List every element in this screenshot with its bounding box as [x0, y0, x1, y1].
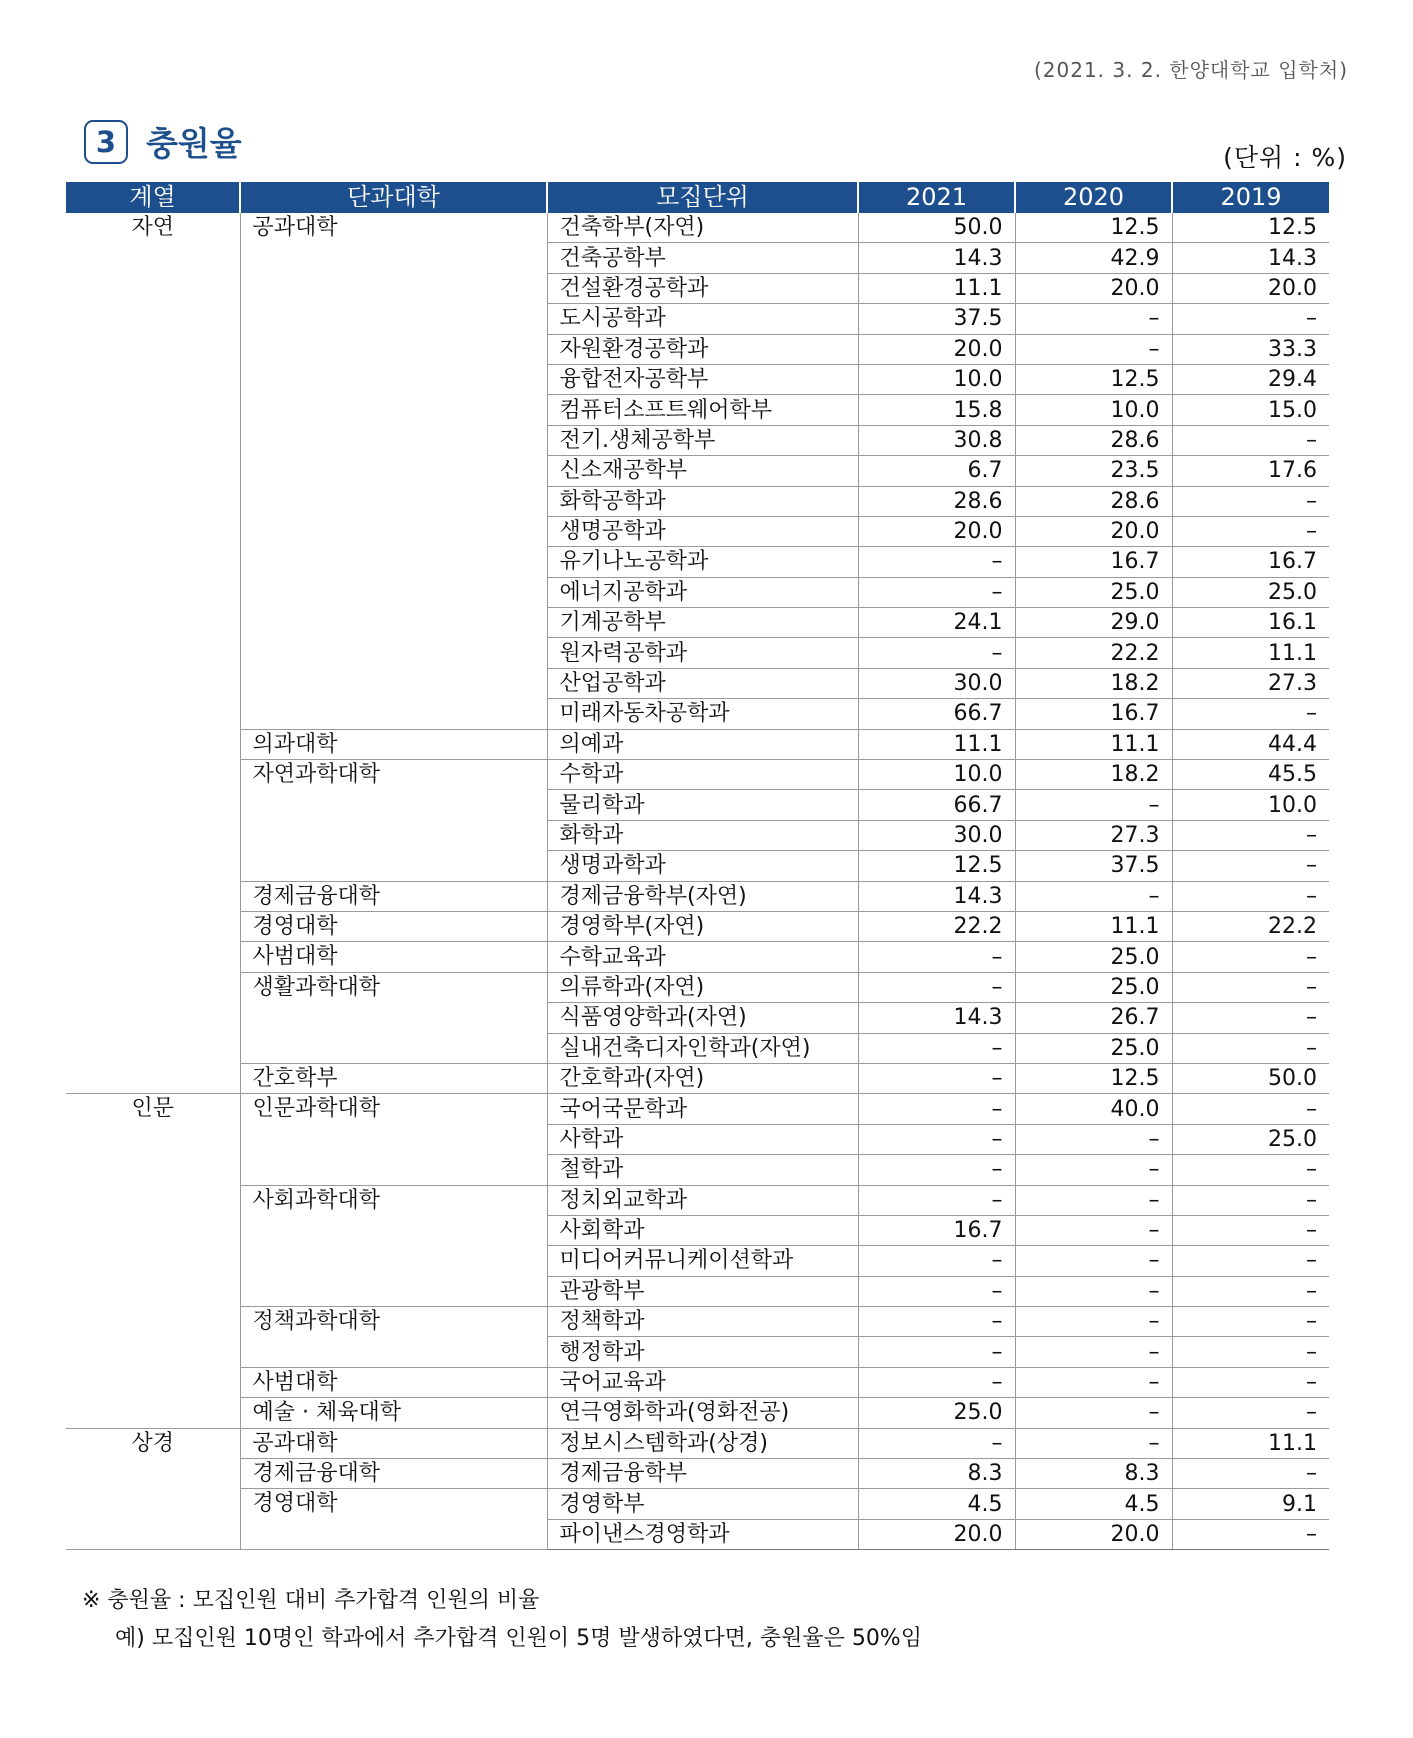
rate-2020-cell: – — [1015, 334, 1172, 364]
college-cell: 인문과학대학 — [240, 1094, 547, 1185]
table-body — [66, 213, 1329, 1550]
department-cell: 건설환경공학과 — [547, 273, 858, 303]
department-cell: 국어국문학과 — [547, 1094, 858, 1124]
department-cell: 정치외교학과 — [547, 1185, 858, 1215]
rate-2019-cell: – — [1172, 1459, 1329, 1489]
department-cell: 수학과 — [547, 760, 858, 790]
department-cell: 경영학부(자연) — [547, 911, 858, 941]
rate-2021-cell: 4.5 — [858, 1489, 1015, 1519]
rate-2020-cell: 11.1 — [1015, 911, 1172, 941]
department-cell: 컴퓨터소프트웨어학부 — [547, 395, 858, 425]
section-title: 충원율 — [146, 124, 242, 163]
rate-2020-cell: 8.3 — [1015, 1459, 1172, 1489]
department-cell: 경제금융학부(자연) — [547, 881, 858, 911]
department-cell: 물리학과 — [547, 790, 858, 820]
rate-2020-cell: 23.5 — [1015, 456, 1172, 486]
table-row — [66, 1307, 1329, 1337]
rate-2020-cell: – — [1015, 1367, 1172, 1397]
rate-2019-cell: 14.3 — [1172, 243, 1329, 273]
rate-2020-cell: – — [1015, 1124, 1172, 1154]
rate-2019-cell: – — [1172, 1519, 1329, 1549]
rate-2019-cell: – — [1172, 1337, 1329, 1367]
college-cell: 경영대학 — [240, 1489, 547, 1550]
rate-2021-cell: – — [858, 1246, 1015, 1276]
department-cell: 에너지공학과 — [547, 577, 858, 607]
rate-2019-cell: – — [1172, 1094, 1329, 1124]
rate-2019-cell: – — [1172, 516, 1329, 546]
department-cell: 사회학과 — [547, 1215, 858, 1245]
rate-2019-cell: – — [1172, 1307, 1329, 1337]
college-cell: 생활과학대학 — [240, 972, 547, 1063]
college-cell: 사범대학 — [240, 942, 547, 972]
department-cell: 수학교육과 — [547, 942, 858, 972]
rate-2021-cell: 22.2 — [858, 911, 1015, 941]
header-year-2019: 2019 — [1172, 182, 1329, 213]
rate-2021-cell: 10.0 — [858, 760, 1015, 790]
rate-2020-cell: – — [1015, 790, 1172, 820]
rate-2020-cell: 42.9 — [1015, 243, 1172, 273]
rate-2020-cell: 26.7 — [1015, 1003, 1172, 1033]
rate-2019-cell: – — [1172, 942, 1329, 972]
rate-2021-cell: – — [858, 638, 1015, 668]
rate-2021-cell: 50.0 — [858, 213, 1015, 243]
category-cell: 인문 — [66, 1094, 240, 1428]
rate-2021-cell: – — [858, 1063, 1015, 1093]
department-cell: 건축학부(자연) — [547, 213, 858, 243]
rate-2020-cell: 12.5 — [1015, 364, 1172, 394]
header-year-2020: 2020 — [1015, 182, 1172, 213]
rate-2020-cell: 18.2 — [1015, 668, 1172, 698]
rate-2019-cell: – — [1172, 851, 1329, 881]
department-cell: 생명공학과 — [547, 516, 858, 546]
rate-2020-cell: 10.0 — [1015, 395, 1172, 425]
rate-2019-cell: 10.0 — [1172, 790, 1329, 820]
rate-2021-cell: 8.3 — [858, 1459, 1015, 1489]
rate-2021-cell: 28.6 — [858, 486, 1015, 516]
rate-2021-cell: – — [858, 1094, 1015, 1124]
rate-2021-cell: – — [858, 972, 1015, 1002]
table-row — [66, 1367, 1329, 1397]
rate-2021-cell: 11.1 — [858, 273, 1015, 303]
table-header-row — [66, 182, 1329, 213]
rate-2021-cell: 20.0 — [858, 334, 1015, 364]
rate-2019-cell: 17.6 — [1172, 456, 1329, 486]
department-cell: 건축공학부 — [547, 243, 858, 273]
college-cell: 예술 · 체육대학 — [240, 1398, 547, 1428]
table-row — [66, 1428, 1329, 1458]
department-cell: 화학공학과 — [547, 486, 858, 516]
rate-2021-cell: – — [858, 942, 1015, 972]
rate-2021-cell: – — [858, 1033, 1015, 1063]
unit-label: (단위 : %) — [1223, 143, 1347, 172]
rate-2020-cell: – — [1015, 1185, 1172, 1215]
rate-2019-cell: 16.1 — [1172, 608, 1329, 638]
rate-2019-cell: – — [1172, 425, 1329, 455]
rate-2019-cell: 11.1 — [1172, 638, 1329, 668]
rate-2021-cell: 30.8 — [858, 425, 1015, 455]
rate-2021-cell: – — [858, 1155, 1015, 1185]
rate-2021-cell: 15.8 — [858, 395, 1015, 425]
rate-2020-cell: – — [1015, 1246, 1172, 1276]
rate-2021-cell: – — [858, 1337, 1015, 1367]
rate-2021-cell: 14.3 — [858, 1003, 1015, 1033]
rate-2020-cell: 25.0 — [1015, 942, 1172, 972]
rate-2019-cell: – — [1172, 1398, 1329, 1428]
rate-2021-cell: – — [858, 577, 1015, 607]
department-cell: 의예과 — [547, 729, 858, 759]
rate-2021-cell: 10.0 — [858, 364, 1015, 394]
department-cell: 원자력공학과 — [547, 638, 858, 668]
rate-2021-cell: 6.7 — [858, 456, 1015, 486]
table-row — [66, 1185, 1329, 1215]
rate-2019-cell: 25.0 — [1172, 1124, 1329, 1154]
rate-2021-cell: 37.5 — [858, 304, 1015, 334]
table-row — [66, 1094, 1329, 1124]
department-cell: 정보시스템학과(상경) — [547, 1428, 858, 1458]
rate-2019-cell: 12.5 — [1172, 213, 1329, 243]
source-note: (2021. 3. 2. 한양대학교 입학처) — [1033, 58, 1348, 82]
rate-2021-cell: 30.0 — [858, 668, 1015, 698]
department-cell: 신소재공학부 — [547, 456, 858, 486]
rate-2019-cell: – — [1172, 1367, 1329, 1397]
rate-2019-cell: 20.0 — [1172, 273, 1329, 303]
header-category: 계열 — [66, 182, 240, 213]
department-cell: 미디어커뮤니케이션학과 — [547, 1246, 858, 1276]
rate-2019-cell: 50.0 — [1172, 1063, 1329, 1093]
header-year-2021: 2021 — [858, 182, 1015, 213]
rate-2019-cell: 44.4 — [1172, 729, 1329, 759]
rate-2021-cell: – — [858, 1276, 1015, 1306]
rate-2019-cell: – — [1172, 1215, 1329, 1245]
rate-2020-cell: – — [1015, 1215, 1172, 1245]
rate-2019-cell: – — [1172, 699, 1329, 729]
rate-2021-cell: 11.1 — [858, 729, 1015, 759]
category-cell: 상경 — [66, 1428, 240, 1550]
college-cell: 사범대학 — [240, 1367, 547, 1397]
college-cell: 경영대학 — [240, 911, 547, 941]
header-college: 단과대학 — [240, 182, 547, 213]
rate-2020-cell: 16.7 — [1015, 699, 1172, 729]
rate-2021-cell: 30.0 — [858, 820, 1015, 850]
rate-2020-cell: 28.6 — [1015, 486, 1172, 516]
department-cell: 사학과 — [547, 1124, 858, 1154]
rate-2021-cell: 16.7 — [858, 1215, 1015, 1245]
footnote-example: 예) 모집인원 10명인 학과에서 추가합격 인원이 5명 발생하였다면, 충원율은 50%임 — [115, 1626, 922, 1651]
rate-2020-cell: 20.0 — [1015, 273, 1172, 303]
department-cell: 실내건축디자인학과(자연) — [547, 1033, 858, 1063]
rate-2019-cell: – — [1172, 1033, 1329, 1063]
department-cell: 정책학과 — [547, 1307, 858, 1337]
college-cell: 자연과학대학 — [240, 760, 547, 882]
rate-2020-cell: – — [1015, 1337, 1172, 1367]
rate-2021-cell: – — [858, 1185, 1015, 1215]
table-row — [66, 911, 1329, 941]
college-cell: 간호학부 — [240, 1063, 547, 1093]
rate-2021-cell: 25.0 — [858, 1398, 1015, 1428]
rate-2020-cell: 27.3 — [1015, 820, 1172, 850]
category-cell: 자연 — [66, 213, 240, 1094]
table-row — [66, 972, 1329, 1002]
section-number-badge: 3 — [84, 120, 128, 164]
rate-2019-cell: – — [1172, 304, 1329, 334]
department-cell: 의류학과(자연) — [547, 972, 858, 1002]
rate-2021-cell: – — [858, 1124, 1015, 1154]
rate-2021-cell: 14.3 — [858, 243, 1015, 273]
rate-2019-cell: 22.2 — [1172, 911, 1329, 941]
rate-2021-cell: 14.3 — [858, 881, 1015, 911]
rate-2020-cell: 25.0 — [1015, 972, 1172, 1002]
department-cell: 유기나노공학과 — [547, 547, 858, 577]
rate-2020-cell: – — [1015, 1398, 1172, 1428]
rate-2021-cell: – — [858, 547, 1015, 577]
department-cell: 화학과 — [547, 820, 858, 850]
rate-2019-cell: 11.1 — [1172, 1428, 1329, 1458]
department-cell: 파이낸스경영학과 — [547, 1519, 858, 1549]
rate-2019-cell: 33.3 — [1172, 334, 1329, 364]
rate-2020-cell: – — [1015, 1276, 1172, 1306]
table-row — [66, 760, 1329, 790]
rate-2021-cell: 66.7 — [858, 699, 1015, 729]
department-cell: 철학과 — [547, 1155, 858, 1185]
rate-2020-cell: 18.2 — [1015, 760, 1172, 790]
rate-2020-cell: 20.0 — [1015, 1519, 1172, 1549]
department-cell: 식품영양학과(자연) — [547, 1003, 858, 1033]
department-cell: 경영학부 — [547, 1489, 858, 1519]
rate-2020-cell: 16.7 — [1015, 547, 1172, 577]
rate-2020-cell: 4.5 — [1015, 1489, 1172, 1519]
department-cell: 자원환경공학과 — [547, 334, 858, 364]
college-cell: 의과대학 — [240, 729, 547, 759]
rate-2019-cell: 45.5 — [1172, 760, 1329, 790]
rate-2020-cell: – — [1015, 1155, 1172, 1185]
department-cell: 국어교육과 — [547, 1367, 858, 1397]
footnotes — [82, 1582, 922, 1658]
rate-2019-cell: – — [1172, 881, 1329, 911]
table-row — [66, 213, 1329, 243]
department-cell: 경제금융학부 — [547, 1459, 858, 1489]
rate-2021-cell: – — [858, 1367, 1015, 1397]
rate-2019-cell: – — [1172, 1276, 1329, 1306]
table-row — [66, 1489, 1329, 1519]
table-row — [66, 881, 1329, 911]
rate-2020-cell: 20.0 — [1015, 516, 1172, 546]
rate-2020-cell: 25.0 — [1015, 577, 1172, 607]
rate-2020-cell: 37.5 — [1015, 851, 1172, 881]
rate-2019-cell: 9.1 — [1172, 1489, 1329, 1519]
header-department: 모집단위 — [547, 182, 858, 213]
rate-2020-cell: – — [1015, 881, 1172, 911]
department-cell: 전기.생체공학부 — [547, 425, 858, 455]
department-cell: 융합전자공학부 — [547, 364, 858, 394]
rate-2021-cell: 24.1 — [858, 608, 1015, 638]
college-cell: 경제금융대학 — [240, 881, 547, 911]
department-cell: 기계공학부 — [547, 608, 858, 638]
rate-2019-cell: – — [1172, 486, 1329, 516]
rate-2021-cell: 66.7 — [858, 790, 1015, 820]
table-row — [66, 942, 1329, 972]
rate-2019-cell: – — [1172, 1155, 1329, 1185]
rate-2019-cell: 16.7 — [1172, 547, 1329, 577]
rate-2020-cell: – — [1015, 304, 1172, 334]
rate-2020-cell: 22.2 — [1015, 638, 1172, 668]
fill-rate-table — [66, 182, 1329, 1550]
table-row — [66, 1398, 1329, 1428]
department-cell: 미래자동차공학과 — [547, 699, 858, 729]
rate-2020-cell: 28.6 — [1015, 425, 1172, 455]
rate-2019-cell: – — [1172, 1003, 1329, 1033]
department-cell: 간호학과(자연) — [547, 1063, 858, 1093]
rate-2021-cell: 12.5 — [858, 851, 1015, 881]
footnote-definition: ※ 충원율 : 모집인원 대비 추가합격 인원의 비율 — [82, 1588, 540, 1613]
rate-2019-cell: 29.4 — [1172, 364, 1329, 394]
rate-2020-cell: 12.5 — [1015, 1063, 1172, 1093]
rate-2021-cell: 20.0 — [858, 516, 1015, 546]
rate-2020-cell: 29.0 — [1015, 608, 1172, 638]
college-cell: 경제금융대학 — [240, 1459, 547, 1489]
rate-2020-cell: 25.0 — [1015, 1033, 1172, 1063]
department-cell: 연극영화학과(영화전공) — [547, 1398, 858, 1428]
college-cell: 정책과학대학 — [240, 1307, 547, 1368]
rate-2019-cell: 27.3 — [1172, 668, 1329, 698]
rate-2020-cell: 11.1 — [1015, 729, 1172, 759]
section-heading — [84, 118, 242, 165]
table-row — [66, 1459, 1329, 1489]
rate-2019-cell: – — [1172, 1185, 1329, 1215]
department-cell: 산업공학과 — [547, 668, 858, 698]
rate-2019-cell: – — [1172, 972, 1329, 1002]
department-cell: 행정학과 — [547, 1337, 858, 1367]
department-cell: 관광학부 — [547, 1276, 858, 1306]
rate-2020-cell: – — [1015, 1307, 1172, 1337]
rate-2019-cell: – — [1172, 820, 1329, 850]
college-cell: 공과대학 — [240, 1428, 547, 1458]
rate-2020-cell: 40.0 — [1015, 1094, 1172, 1124]
rate-2019-cell: – — [1172, 1246, 1329, 1276]
rate-2019-cell: 15.0 — [1172, 395, 1329, 425]
rate-2021-cell: – — [858, 1428, 1015, 1458]
rate-2019-cell: 25.0 — [1172, 577, 1329, 607]
rate-2020-cell: – — [1015, 1428, 1172, 1458]
table-row — [66, 1063, 1329, 1093]
college-cell: 사회과학대학 — [240, 1185, 547, 1307]
rate-2020-cell: 12.5 — [1015, 213, 1172, 243]
college-cell: 공과대학 — [240, 213, 547, 729]
department-cell: 생명과학과 — [547, 851, 858, 881]
department-cell: 도시공학과 — [547, 304, 858, 334]
rate-2021-cell: 20.0 — [858, 1519, 1015, 1549]
table-row — [66, 729, 1329, 759]
rate-2021-cell: – — [858, 1307, 1015, 1337]
